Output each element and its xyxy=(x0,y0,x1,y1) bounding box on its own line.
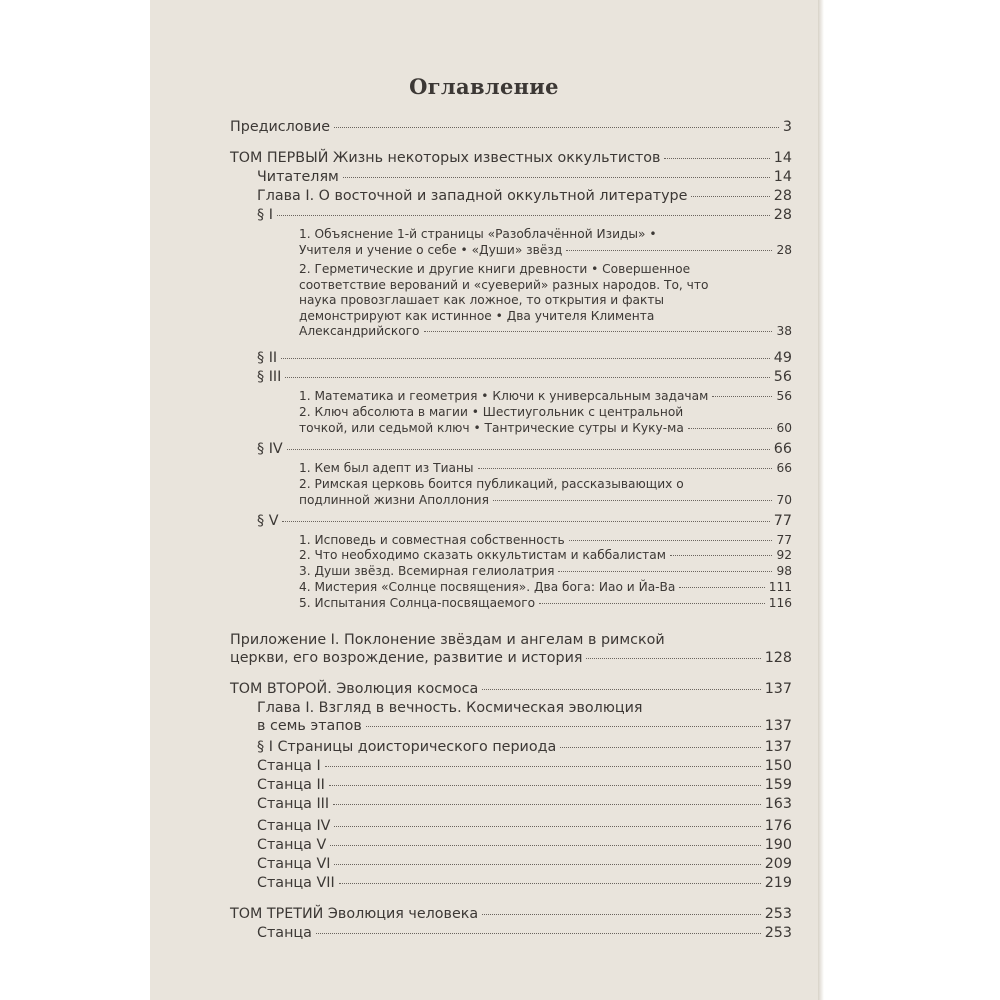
toc-page-number: 163 xyxy=(764,796,792,812)
dot-leader xyxy=(339,883,761,884)
dot-leader xyxy=(569,540,773,541)
toc-entry-row xyxy=(257,776,792,794)
toc-entry-row xyxy=(257,349,792,367)
toc-entry-title: Станца I xyxy=(257,758,321,774)
page-title: Оглавление xyxy=(409,74,559,99)
dot-leader xyxy=(679,587,764,588)
toc-entry-row xyxy=(257,168,792,186)
dot-leader xyxy=(482,914,761,915)
toc-entry xyxy=(299,477,792,508)
toc-page-number: 49 xyxy=(773,350,792,366)
toc-entry-title: Читателям xyxy=(257,169,339,185)
toc-entry-row xyxy=(257,795,792,813)
toc-entry-text-line: 2. Герметические и другие книги древности • Совершенное xyxy=(299,262,691,276)
toc-page-number: 176 xyxy=(764,818,792,834)
toc-page-number: 28 xyxy=(773,207,792,223)
toc-entry-row xyxy=(257,817,792,835)
toc-page-number: 77 xyxy=(776,533,792,547)
dot-leader xyxy=(277,215,770,216)
toc-entry-row xyxy=(299,533,792,549)
dot-leader xyxy=(482,689,760,690)
toc-entry xyxy=(257,349,792,367)
toc-entry-row xyxy=(299,389,792,405)
toc-entry-text-line: Приложение I. Поклонение звёздам и ангелам в римской xyxy=(230,632,665,648)
toc-page-number: 66 xyxy=(776,461,792,475)
toc-entry xyxy=(257,776,792,794)
toc-entry-row xyxy=(257,738,792,756)
dot-leader xyxy=(424,331,773,332)
toc-page-number: 14 xyxy=(773,150,792,166)
dot-leader xyxy=(688,428,773,429)
toc-entry-title: § III xyxy=(257,369,282,385)
toc-page-number: 98 xyxy=(776,564,792,578)
toc-entry-title: § IV xyxy=(257,441,283,457)
toc-entry-row xyxy=(299,564,792,580)
toc-entry-row xyxy=(299,580,792,596)
toc-entry-title: 2. Что необходимо сказать оккультистам и каббалистам xyxy=(299,548,666,562)
toc-entry-row xyxy=(299,548,792,564)
toc-entry-title: Глава I. О восточной и западной оккультной литературе xyxy=(257,188,688,204)
toc-entry-text-line: 2. Ключ абсолюта в магии • Шестиугольник с центральной xyxy=(299,405,684,419)
toc-page-number: 137 xyxy=(764,739,792,755)
dot-leader xyxy=(334,127,779,128)
dot-leader xyxy=(330,845,760,846)
toc-page-number: 28 xyxy=(776,242,792,257)
toc-page-number: 38 xyxy=(776,324,792,339)
toc-entry-title: Станца xyxy=(257,925,312,941)
toc-entry xyxy=(257,855,792,873)
toc-entry-row xyxy=(230,149,792,167)
toc-page-number: 128 xyxy=(764,650,792,666)
dot-leader xyxy=(560,747,760,748)
toc-entry-title: точкой, или седьмой ключ • Тантрические сутры и Куку-ма xyxy=(299,420,684,435)
toc-entry-text-line: 2. Римская церковь боится публикаций, рассказывающих о xyxy=(299,477,684,491)
toc-entry xyxy=(299,596,792,612)
toc-page-number: 209 xyxy=(764,856,792,872)
toc-entry-row xyxy=(230,649,792,667)
toc-page-number: 3 xyxy=(782,119,792,135)
toc-page-number: 111 xyxy=(768,580,792,594)
toc-entry xyxy=(257,206,792,224)
dot-leader xyxy=(478,468,773,469)
toc-entry-title: подлинной жизни Аполлония xyxy=(299,492,489,507)
toc-entry-row xyxy=(299,421,792,437)
toc-page-number: 56 xyxy=(773,369,792,385)
toc-page-number: 92 xyxy=(776,548,792,562)
toc-entry-text-line: соответствие верований и «суеверий» разных народов. То, что xyxy=(299,277,709,292)
toc-page-number: 116 xyxy=(768,596,792,610)
toc-entry-row xyxy=(230,905,792,923)
toc-entry xyxy=(299,461,792,477)
toc-entry-row xyxy=(257,512,792,530)
toc-entry-text-line: Глава I. Взгляд в вечность. Космическая эволюция xyxy=(257,700,643,716)
dot-leader xyxy=(281,358,770,359)
toc-entry xyxy=(230,631,792,667)
toc-page-number: 253 xyxy=(764,906,792,922)
toc-entry-row xyxy=(257,206,792,224)
toc-entry xyxy=(257,738,792,756)
toc-entry-title: 3. Души звёзд. Всемирная гелиолатрия xyxy=(299,564,555,578)
dot-leader xyxy=(316,933,761,934)
dot-leader xyxy=(664,158,769,159)
toc-entry-title: Учителя и учение о себе • «Души» звёзд xyxy=(299,242,563,257)
toc-entry-title: Станца VII xyxy=(257,875,335,891)
toc-entry xyxy=(257,836,792,854)
dot-leader xyxy=(712,396,772,397)
toc-entry-title: Предисловие xyxy=(230,119,331,135)
toc-entry-title: § I xyxy=(257,207,273,223)
toc-entry-title: 1. Математика и геометрия • Ключи к универсальным задачам xyxy=(299,389,709,403)
toc-entry-title: § V xyxy=(257,513,279,529)
toc-entry-title: Александрийского xyxy=(299,324,420,339)
toc-entry-row xyxy=(257,874,792,892)
toc-entry-text-line: наука провозглашает как ложное, то открытия и факты xyxy=(299,293,665,308)
toc-entry-text-line: демонстрируют как истинное • Два учителя Климента xyxy=(299,308,655,323)
toc-entry xyxy=(299,405,792,436)
toc-entry-title: Станца III xyxy=(257,796,330,812)
toc-entry-title: ТОМ ТРЕТИЙ Эволюция человека xyxy=(230,906,479,922)
toc-entry xyxy=(257,699,792,735)
toc-entry-row xyxy=(257,836,792,854)
toc-entry xyxy=(230,149,792,167)
toc-entry xyxy=(257,440,792,458)
toc-entry-text-line: 1. Объяснение 1-й страницы «Разоблачённой Изиды» • xyxy=(299,227,657,241)
dot-leader xyxy=(334,826,760,827)
toc-page-number: 77 xyxy=(773,513,792,529)
toc-entry-row xyxy=(299,596,792,612)
toc-entry xyxy=(257,187,792,205)
dot-leader xyxy=(343,177,770,178)
toc-entry xyxy=(299,227,792,258)
toc-entry xyxy=(299,389,792,405)
toc-entry xyxy=(257,874,792,892)
toc-entry xyxy=(257,924,792,942)
toc-entry-row xyxy=(299,243,792,259)
toc-entry xyxy=(230,905,792,923)
dot-leader xyxy=(586,658,760,659)
toc-entry xyxy=(257,512,792,530)
toc-page-number: 253 xyxy=(764,925,792,941)
toc-page-number: 150 xyxy=(764,758,792,774)
toc-entry-row xyxy=(230,118,792,136)
toc-entry-title: ТОМ ВТОРОЙ. Эволюция космоса xyxy=(230,681,479,697)
toc-page-number: 159 xyxy=(764,777,792,793)
toc-page-number: 14 xyxy=(773,169,792,185)
dot-leader xyxy=(325,766,761,767)
toc-page-number: 137 xyxy=(764,681,792,697)
toc-page-number: 56 xyxy=(776,389,792,403)
toc-entry-title: церкви, его возрождение, развитие и история xyxy=(230,650,583,666)
toc-entry-title: Станца V xyxy=(257,837,327,853)
toc-page-number: 66 xyxy=(773,441,792,457)
toc-entry xyxy=(257,817,792,835)
dot-leader xyxy=(558,571,772,572)
dot-leader xyxy=(287,449,770,450)
toc-entry-row xyxy=(299,324,792,340)
toc-entry xyxy=(299,564,792,580)
toc-entry-row xyxy=(257,187,792,205)
toc-page-number: 219 xyxy=(764,875,792,891)
toc-entry-row xyxy=(299,493,792,509)
toc-entry xyxy=(257,757,792,775)
dot-leader xyxy=(539,603,765,604)
toc-entry xyxy=(299,580,792,596)
toc-entry-row xyxy=(257,757,792,775)
toc-entry-title: 4. Мистерия «Солнце посвящения». Два бога: Иао и Йа-Ва xyxy=(299,580,676,594)
dot-leader xyxy=(334,864,760,865)
toc-page-number: 28 xyxy=(773,188,792,204)
dot-leader xyxy=(282,521,769,522)
toc-entry-title: Станца VI xyxy=(257,856,331,872)
toc-entry xyxy=(257,368,792,386)
dot-leader xyxy=(566,250,772,251)
toc-page-number: 70 xyxy=(776,492,792,507)
toc-page-number: 137 xyxy=(764,718,792,734)
dot-leader xyxy=(493,500,773,501)
toc-entry-row xyxy=(230,680,792,698)
toc-entry-title: 1. Кем был адепт из Тианы xyxy=(299,461,474,475)
toc-entry xyxy=(257,795,792,813)
toc-entry-row xyxy=(257,717,792,735)
toc-entry-title: Станца IV xyxy=(257,818,331,834)
toc-entry-title: 5. Испытания Солнца-посвящаемого xyxy=(299,596,536,610)
toc-entry-title: 1. Исповедь и совместная собственность xyxy=(299,533,565,547)
toc-entry-title: § II xyxy=(257,350,278,366)
toc-entry-title: Станца II xyxy=(257,777,325,793)
toc-entry xyxy=(299,548,792,564)
toc-entry-row xyxy=(299,461,792,477)
dot-leader xyxy=(670,555,773,556)
dot-leader xyxy=(329,785,761,786)
dot-leader xyxy=(285,377,769,378)
toc-page-number: 190 xyxy=(764,837,792,853)
toc-entry xyxy=(299,262,792,340)
toc-entry-row xyxy=(257,855,792,873)
toc-entry-row xyxy=(257,368,792,386)
toc-entry xyxy=(230,680,792,698)
toc-entry-title: ТОМ ПЕРВЫЙ Жизнь некоторых известных оккультистов xyxy=(230,150,661,166)
toc-entry-title: в семь этапов xyxy=(257,718,362,734)
page-edge xyxy=(818,0,824,1000)
toc-entry xyxy=(257,168,792,186)
toc-page-number: 60 xyxy=(776,420,792,435)
toc-entry xyxy=(299,533,792,549)
toc-entry xyxy=(230,118,792,136)
toc-entry-row xyxy=(257,440,792,458)
dot-leader xyxy=(333,804,761,805)
toc-entry-row xyxy=(257,924,792,942)
toc-entry-title: § I Страницы доисторического периода xyxy=(257,739,557,755)
dot-leader xyxy=(366,726,761,727)
dot-leader xyxy=(691,196,769,197)
